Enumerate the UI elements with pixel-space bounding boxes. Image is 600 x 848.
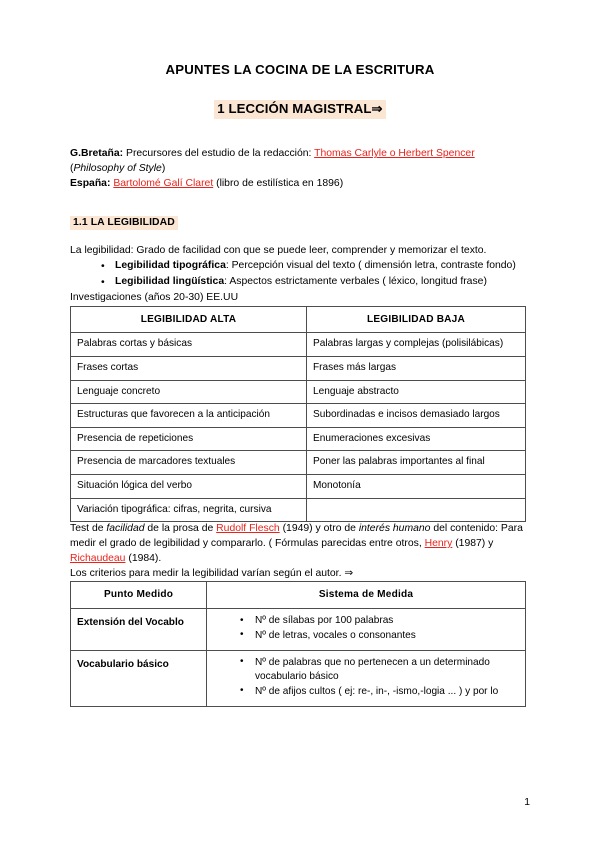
test-italic-facilidad: facilidad: [106, 523, 145, 535]
intro-paren-close: ): [161, 163, 166, 175]
intro-block: [70, 147, 530, 191]
table-criterios: [70, 581, 526, 706]
page-number: 1: [524, 797, 530, 808]
table-row: [71, 650, 526, 706]
bullet-term-tipografica: Legibilidad tipográfica: [115, 260, 226, 272]
test-part5: (1987) y: [452, 538, 494, 550]
legibilidad-bullet-list: [70, 259, 530, 290]
column-header-legibilidad-alta: LEGIBILIDAD ALTA: [71, 306, 307, 333]
cell-alta: Frases cortas: [71, 356, 307, 380]
table-header-row: [71, 306, 526, 333]
cell-baja: Poner las palabras importantes al final: [307, 451, 526, 475]
cell-bullet-list: [213, 656, 519, 699]
test-italic-interes-humano: interés humano: [358, 523, 431, 535]
list-item: [101, 259, 530, 274]
intro-line-gbretana: [70, 147, 530, 162]
criteria-intro-paragraph: Los criterios para medir la legibilidad varían según el autor. ⇒: [70, 567, 354, 579]
table-row: [71, 498, 526, 522]
page-title: APUNTES LA COCINA DE LA ESCRITURA: [165, 62, 435, 77]
section-title-container: [70, 100, 530, 120]
subsection-title-container: [70, 212, 530, 230]
test-part6: (1984).: [125, 552, 162, 564]
cell-sistema-medida: [207, 609, 526, 651]
list-item: • Nº de letras, vocales o consonantes: [240, 629, 519, 643]
cell-alta: Variación tipográfica: cifras, negrita, cursiva: [71, 498, 307, 522]
section-title: 1 LECCIÓN MAGISTRAL⇒: [214, 100, 385, 120]
table-row: [71, 609, 526, 651]
table-header-row: [71, 582, 526, 609]
test-part4: del contenido: Para medir el grado de legibilidad y compararlo. ( Fórmulas parecidas entre otros,: [70, 523, 523, 550]
legibilidad-definition: La legibilidad: Grado de facilidad con que se puede leer, comprender y memorizar el texto.: [70, 244, 487, 256]
list-item: [101, 275, 530, 290]
link-richaudeau[interactable]: Richaudeau: [70, 552, 126, 564]
bullet-text-linguistica: : Aspectos estrictamente verbales ( léxico, longitud frase): [224, 276, 487, 288]
intro-text-gbretana: Precursores del estudio de la redacción:: [123, 148, 315, 160]
link-bartolome-gali-claret[interactable]: Bartolomé Galí Claret: [113, 177, 214, 189]
table-row: [71, 427, 526, 451]
intro-label-gbretana: G.Bretaña:: [70, 148, 124, 160]
table-row: [71, 451, 526, 475]
intro-paren-open: (: [70, 163, 74, 175]
cell-sistema-medida: [207, 650, 526, 706]
cell-alta: Palabras cortas y básicas: [71, 333, 307, 357]
cell-baja: Palabras largas y complejas (polisilábicas): [307, 333, 526, 357]
column-header-legibilidad-baja: LEGIBILIDAD BAJA: [307, 306, 526, 333]
intro-line-philosophy: [70, 162, 530, 177]
column-header-punto-medido: Punto Medido: [71, 582, 207, 609]
table-row: [71, 404, 526, 428]
list-item: • Nº de afijos cultos ( ej: re-, in-, -ismo,-logia ... ) y por lo: [240, 685, 519, 699]
cell-alta: Lenguaje concreto: [71, 380, 307, 404]
test-part3: (1949) y otro de: [279, 523, 359, 535]
cell-baja: Monotonía: [307, 475, 526, 499]
list-item: • Nº de palabras que no pertenecen a un determinado vocabulario básico: [240, 656, 519, 684]
cell-punto-medido: Extensión del Vocablo: [71, 609, 207, 651]
table-row: [71, 475, 526, 499]
cell-alta: Estructuras que favorecen a la anticipación: [71, 404, 307, 428]
bullet-term-linguistica: Legibilidad lingüística: [115, 276, 225, 288]
list-item: • Nº de sílabas por 100 palabras: [240, 614, 519, 628]
subsection-title: 1.1 LA LEGIBILIDAD: [70, 216, 178, 230]
intro-text-espana: (libro de estilística en 1896): [213, 177, 344, 189]
link-rudolf-flesch[interactable]: Rudolf Flesch: [216, 523, 280, 535]
link-henry[interactable]: Henry: [424, 538, 453, 550]
cell-baja: [307, 498, 526, 522]
legibilidad-investigations: Investigaciones (años 20-30) EE.UU: [70, 291, 239, 303]
table-legibilidad: [70, 306, 526, 523]
table-row: [71, 333, 526, 357]
bullet-text-tipografica: : Percepción visual del texto ( dimensión letra, contraste fondo): [225, 260, 516, 272]
cell-bullet-list: [213, 614, 519, 643]
test-part1: Test de: [70, 523, 107, 535]
cell-baja: Subordinadas e incisos demasiado largos: [307, 404, 526, 428]
cell-alta: Presencia de repeticiones: [71, 427, 307, 451]
test-flesch-paragraph: [70, 522, 530, 566]
cell-baja: Enumeraciones excesivas: [307, 427, 526, 451]
cell-baja: Frases más largas: [307, 356, 526, 380]
test-part2: de la prosa de: [144, 523, 217, 535]
intro-italic-philosophy: Philosophy of Style: [73, 163, 162, 175]
cell-baja: Lenguaje abstracto: [307, 380, 526, 404]
table-row: [71, 380, 526, 404]
column-header-sistema-medida: Sistema de Medida: [207, 582, 526, 609]
cell-alta: Presencia de marcadores textuales: [71, 451, 307, 475]
cell-punto-medido: Vocabulario básico: [71, 650, 207, 706]
cell-alta: Situación lógica del verbo: [71, 475, 307, 499]
link-carlyle-spencer[interactable]: Thomas Carlyle o Herbert Spencer: [314, 148, 475, 160]
table-row: [71, 356, 526, 380]
intro-label-espana: España:: [70, 177, 111, 189]
intro-line-espana: [70, 177, 530, 192]
